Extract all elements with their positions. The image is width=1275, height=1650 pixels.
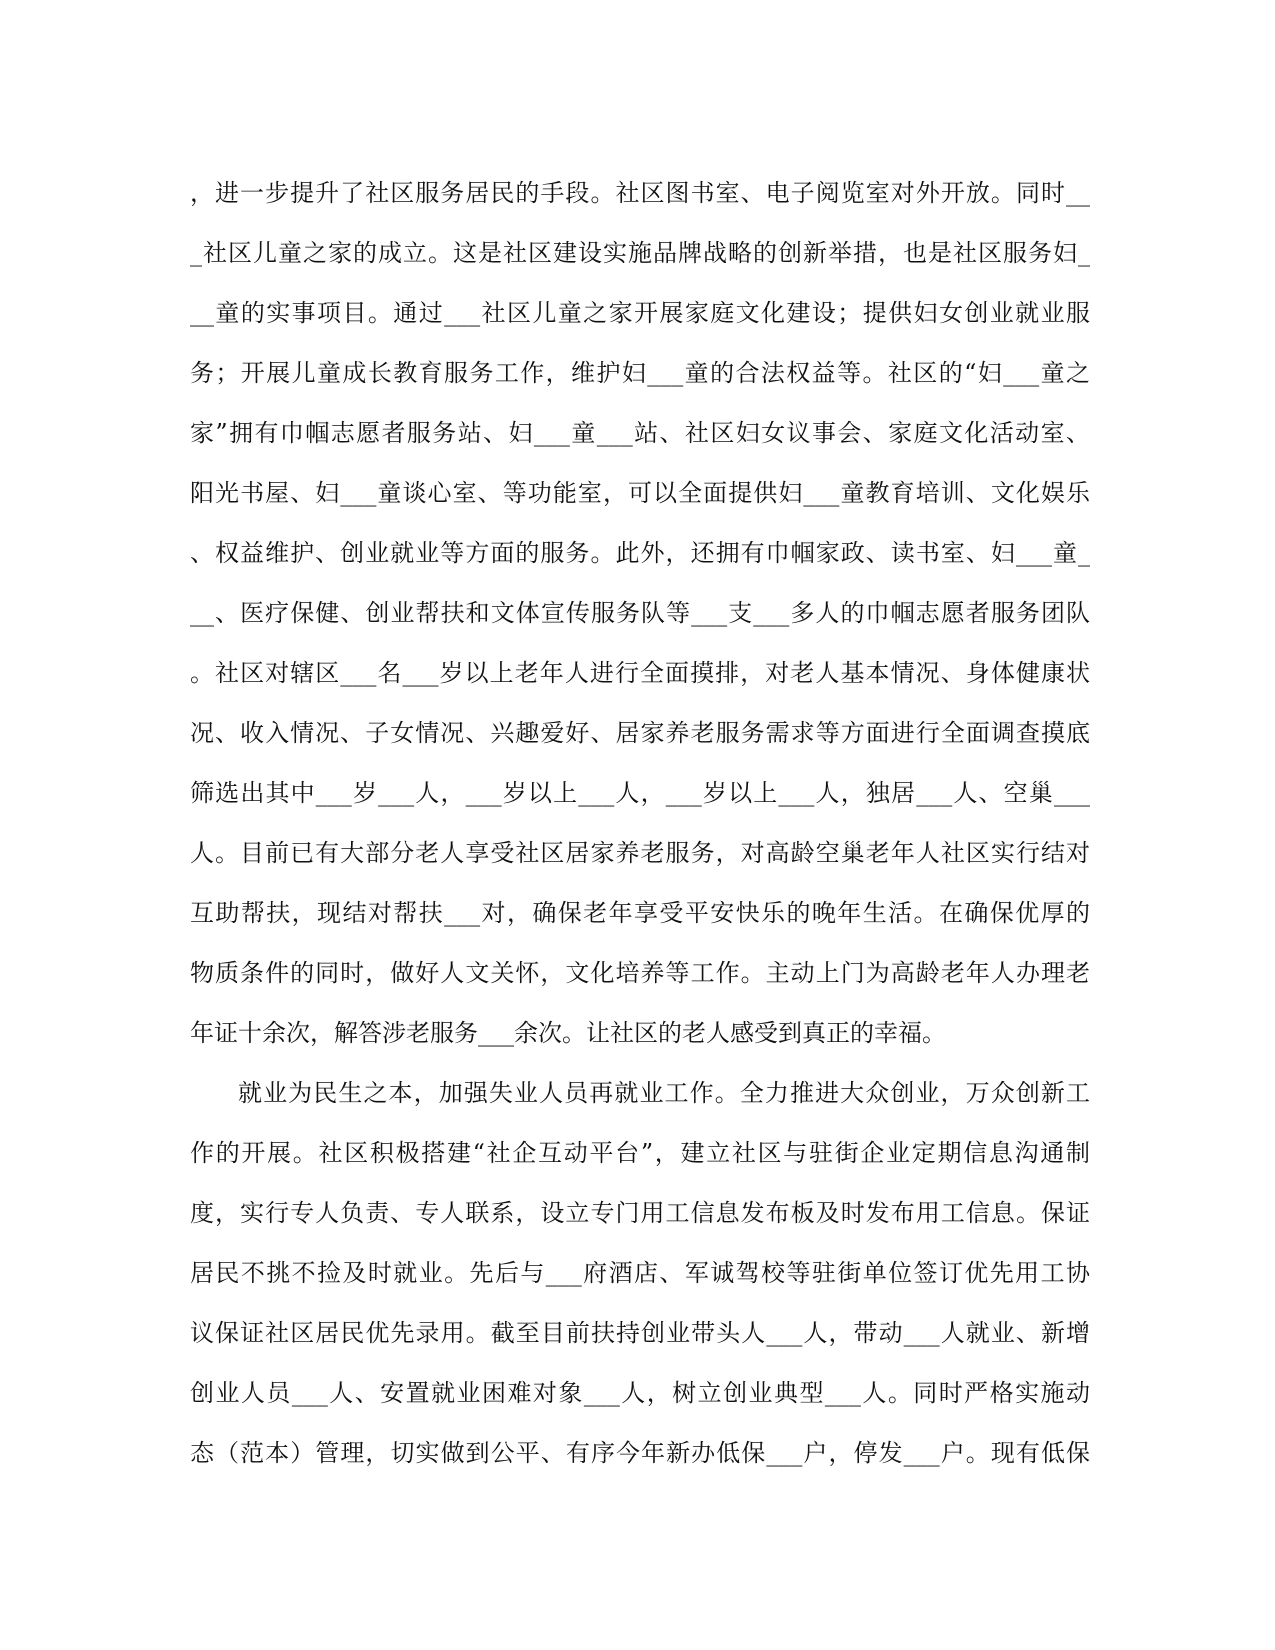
paragraph-first-line: 就业为民生之本，加强失业人员再就业工作。全力推进大众创业，万众创新工 [238,1079,1090,1107]
text-line: 创业人员___人、安置就业困难对象___人，树立创业典型___人。同时严格实施动 [190,1379,1090,1407]
text-line: 互助帮扶，现结对帮扶___对，确保老年享受平安快乐的晚年生活。在确保优厚的 [190,899,1090,927]
text-line: 议保证社区居民优先录用。截至目前扶持创业带头人___人，带动___人就业、新增 [190,1319,1090,1347]
text-line: 阳光书屋、妇___童谈心室、等功能室，可以全面提供妇___童教育培训、文化娱乐 [190,479,1090,507]
text-line: 、权益维护、创业就业等方面的服务。此外，还拥有巾帼家政、读书室、妇___童_ [190,539,1090,567]
text-line: 作的开展。社区积极搭建“社企互动平台”，建立社区与驻街企业定期信息沟通制 [190,1139,1090,1167]
text-line: 度，实行专人负责、专人联系，设立专门用工信息发布板及时发布用工信息。保证 [190,1199,1090,1227]
text-line: 家”拥有巾帼志愿者服务站、妇___童___站、社区妇女议事会、家庭文化活动室、 [190,419,1090,447]
text-line: __童的实事项目。通过___社区儿童之家开展家庭文化建设；提供妇女创业就业服 [190,299,1090,327]
text-line: 物质条件的同时，做好人文关怀，文化培养等工作。主动上门为高龄老年人办理老 [190,959,1090,987]
paragraph-last-line: 年证十余次，解答涉老服务___余次。让社区的老人感受到真正的幸福。 [190,1019,946,1047]
text-line: __、医疗保健、创业帮扶和文体宣传服务队等___支___多人的巾帼志愿者服务团队 [190,599,1090,627]
text-line: 筛选出其中___岁___人，___岁以上___人，___岁以上___人，独居___人、空巢___ [190,779,1090,807]
body-text [190,163,1090,1483]
text-line: ，进一步提升了社区服务居民的手段。社区图书室、电子阅览室对外开放。同时__ [190,179,1090,207]
text-line: 。社区对辖区___名___岁以上老年人进行全面摸排，对老人基本情况、身体健康状 [190,659,1090,687]
text-line: _社区儿童之家的成立。这是社区建设实施品牌战略的创新举措，也是社区服务妇_ [190,239,1090,267]
text-line: 况、收入情况、子女情况、兴趣爱好、居家养老服务需求等方面进行全面调查摸底 [190,719,1090,747]
text-line: 人。目前已有大部分老人享受社区居家养老服务，对高龄空巢老年人社区实行结对 [190,839,1090,867]
text-line: 居民不挑不捡及时就业。先后与___府酒店、军诚驾校等驻街单位签订优先用工协 [190,1259,1090,1287]
text-line: 务；开展儿童成长教育服务工作，维护妇___童的合法权益等。社区的“妇___童之 [190,359,1090,387]
text-line: 态（范本）管理，切实做到公平、有序今年新办低保___户，停发___户。现有低保 [190,1439,1090,1467]
